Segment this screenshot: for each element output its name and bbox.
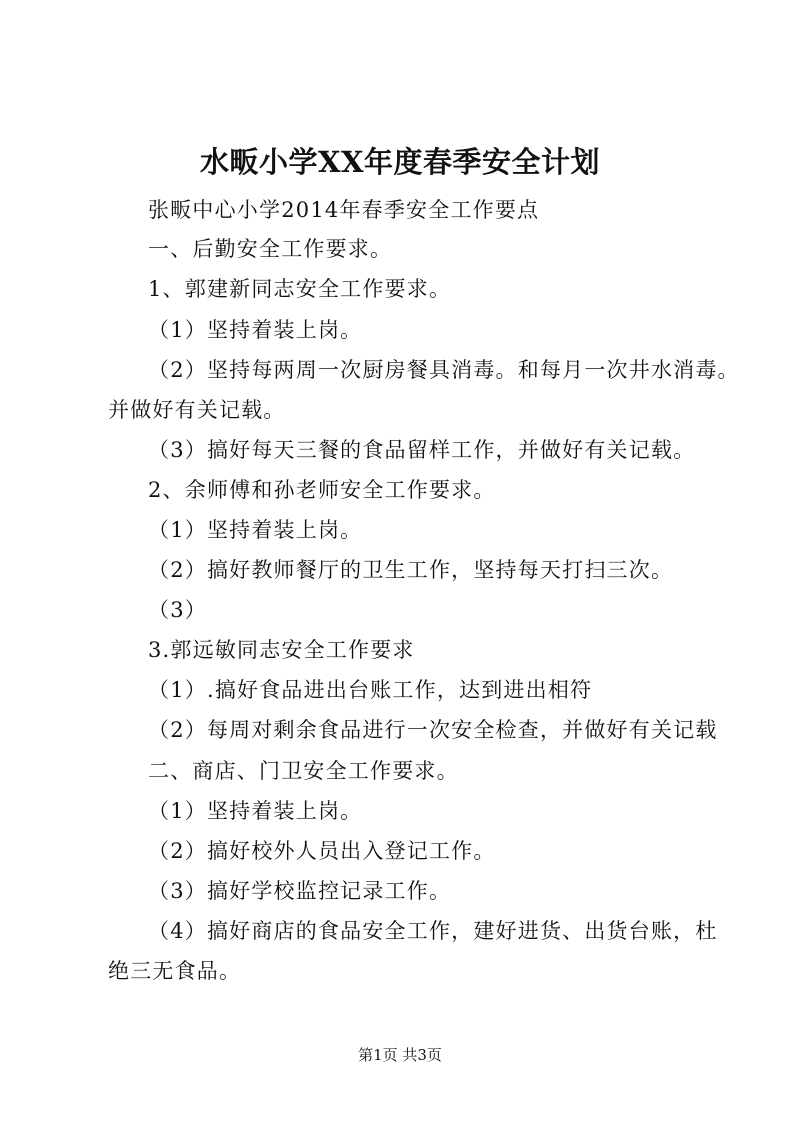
paragraph-line: 1、郭建新同志安全工作要求。 — [148, 277, 452, 301]
paragraph-line: 并做好有关记载。 — [108, 398, 286, 422]
document-title: 水畈小学XX年度春季安全计划 — [199, 145, 600, 179]
paragraph-line: （1）坚持着装上岗。 — [148, 518, 363, 542]
paragraph-line: （2）搞好教师餐厅的卫生工作，坚持每天打扫三次。 — [148, 558, 674, 582]
paragraph-line: 绝三无食品。 — [108, 959, 242, 983]
paragraph-line: （1）.搞好食品进出台账工作，达到进出相符 — [148, 678, 593, 702]
paragraph-line: 张畈中心小学2014年春季安全工作要点 — [148, 198, 540, 222]
paragraph-line: （4）搞好商店的食品安全工作，建好进货、出货台账，杜 — [148, 919, 718, 943]
paragraph-line: （2）每周对剩余食品进行一次安全检查，并做好有关记载 — [148, 718, 718, 742]
paragraph-line: （1）坚持着装上岗。 — [148, 799, 363, 823]
paragraph-line: 二、商店、门卫安全工作要求。 — [148, 759, 459, 783]
paragraph-line: （1）坚持着装上岗。 — [148, 318, 363, 342]
paragraph-line: （3） — [148, 598, 207, 622]
paragraph-line: （2）坚持每两周一次厨房餐具消毒。和每月一次井水消毒。 — [148, 358, 740, 382]
paragraph-line: 2、余师傅和孙老师安全工作要求。 — [148, 478, 496, 502]
page-footer: 第1页 共3页 — [358, 1046, 442, 1064]
paragraph-line: 3.郭远敏同志安全工作要求 — [148, 638, 415, 662]
paragraph-line: （2）搞好校外人员出入登记工作。 — [148, 839, 496, 863]
paragraph-line: 一、后勤安全工作要求。 — [148, 237, 393, 261]
paragraph-line: （3）搞好每天三餐的食品留样工作，并做好有关记载。 — [148, 438, 696, 462]
paragraph-line: （3）搞好学校监控记录工作。 — [148, 879, 452, 903]
